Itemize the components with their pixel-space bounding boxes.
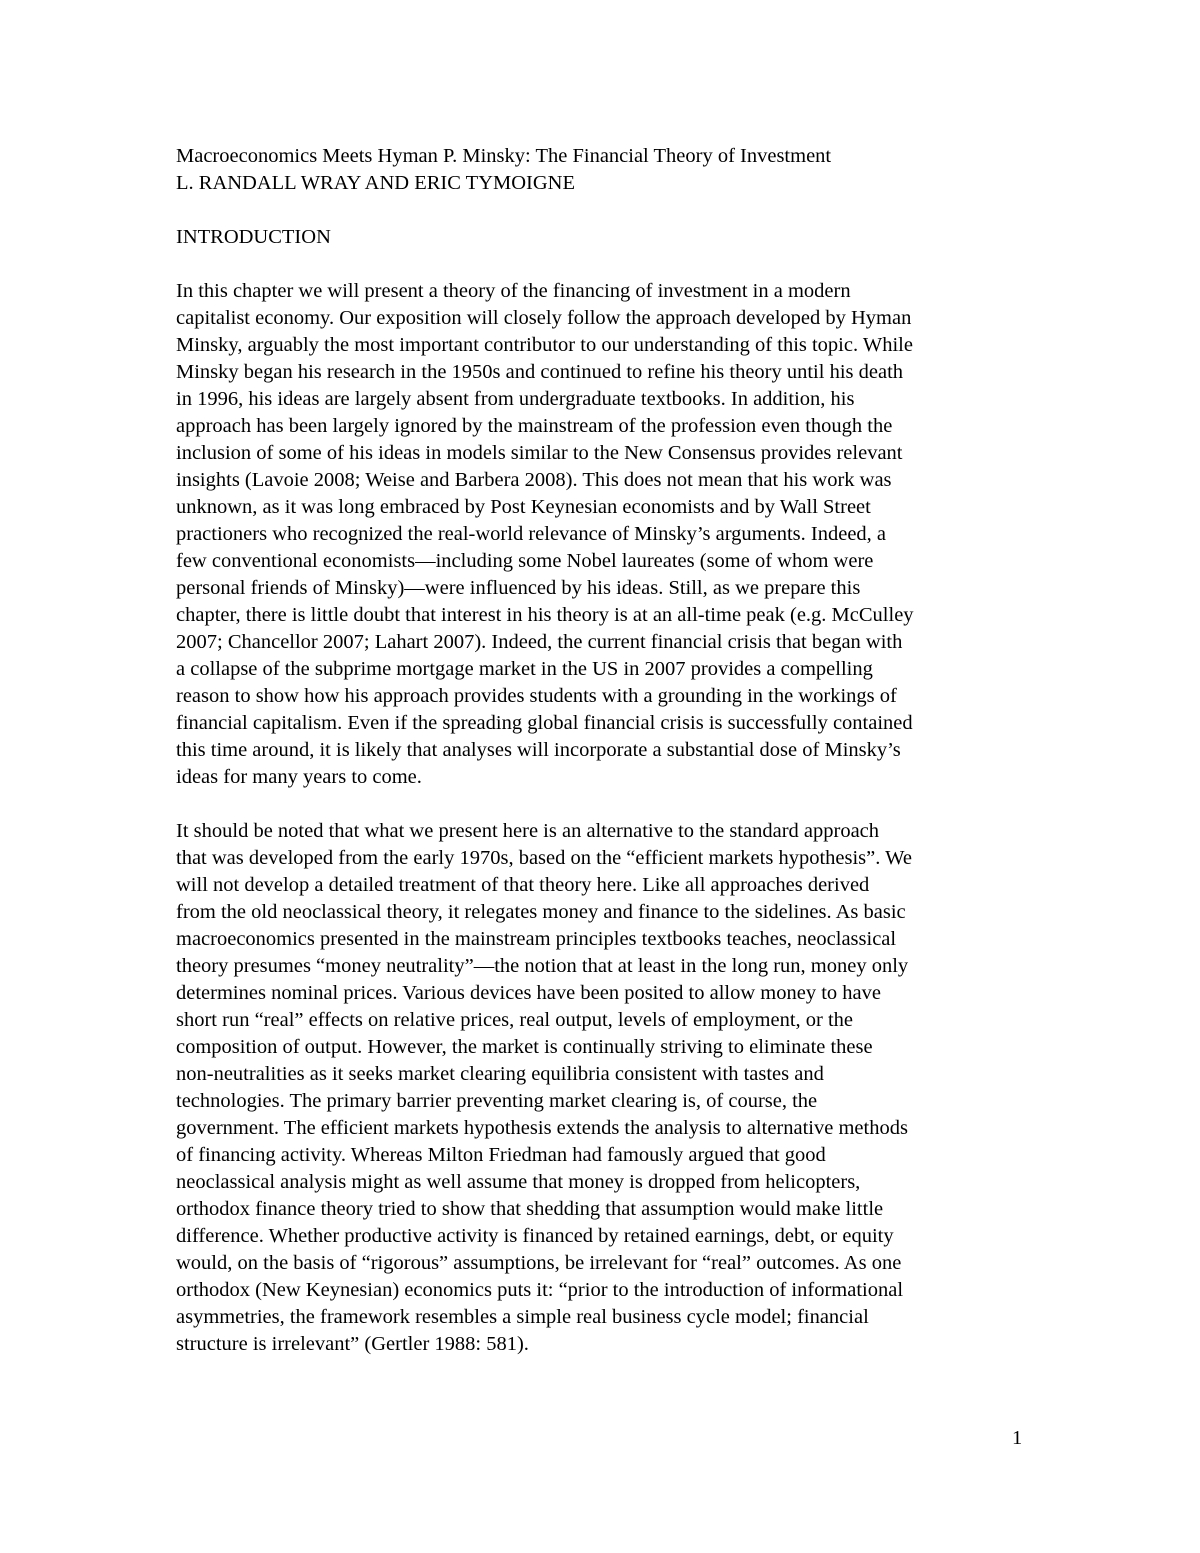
- text-line: short run “real” effects on relative prices, real output, levels of employment, or the: [176, 1009, 854, 1031]
- text-line: unknown, as it was long embraced by Post Keynesian economists and by Wall Street: [176, 496, 871, 518]
- text-line: of financing activity. Whereas Milton Friedman had famously argued that good: [176, 1144, 826, 1166]
- section-heading: INTRODUCTION: [176, 226, 331, 248]
- text-line: in 1996, his ideas are largely absent from undergraduate textbooks. In addition, his: [176, 388, 855, 410]
- spacer: [176, 251, 1031, 278]
- paragraph-2: [176, 818, 1031, 1358]
- text-line: insights (Lavoie 2008; Weise and Barbera 2008). This does not mean that his work was: [176, 469, 892, 491]
- text-line: composition of output. However, the market is continually striving to eliminate these: [176, 1036, 873, 1058]
- paragraph-1: [176, 278, 1031, 791]
- text-line: orthodox (New Keynesian) economics puts it: “prior to the introduction of informational: [176, 1279, 904, 1301]
- document-body: [176, 143, 1031, 1358]
- text-line: macroeconomics presented in the mainstream principles textbooks teaches, neoclassical: [176, 928, 897, 950]
- text-line: approach has been largely ignored by the mainstream of the profession even though the: [176, 415, 893, 437]
- text-line: Minsky began his research in the 1950s and continued to refine his theory until his death: [176, 361, 904, 383]
- text-line: few conventional economists—including some Nobel laureates (some of whom were: [176, 550, 874, 572]
- document-title: Macroeconomics Meets Hyman P. Minsky: The Financial Theory of Investment: [176, 145, 832, 167]
- text-line: asymmetries, the framework resembles a simple real business cycle model; financial: [176, 1306, 869, 1328]
- text-line: would, on the basis of “rigorous” assumptions, be irrelevant for “real” outcomes. As one: [176, 1252, 902, 1274]
- text-line: non-neutralities as it seeks market clearing equilibria consistent with tastes and: [176, 1063, 824, 1085]
- spacer: [176, 197, 1031, 224]
- text-line: this time around, it is likely that analyses will incorporate a substantial dose of Minsky’s: [176, 739, 901, 761]
- text-line: ideas for many years to come.: [176, 766, 422, 788]
- text-line: chapter, there is little doubt that interest in his theory is at an all-time peak (e.g. McCulley: [176, 604, 914, 626]
- text-line: government. The efficient markets hypothesis extends the analysis to alternative methods: [176, 1117, 908, 1139]
- text-line: neoclassical analysis might as well assume that money is dropped from helicopters,: [176, 1171, 861, 1193]
- text-line: difference. Whether productive activity is financed by retained earnings, debt, or equity: [176, 1225, 894, 1247]
- text-line: a collapse of the subprime mortgage market in the US in 2007 provides a compelling: [176, 658, 873, 680]
- text-line: It should be noted that what we present here is an alternative to the standard approach: [176, 820, 880, 842]
- text-line: Minsky, arguably the most important contributor to our understanding of this topic. While: [176, 334, 913, 356]
- text-line: personal friends of Minsky)—were influenced by his ideas. Still, as we prepare this: [176, 577, 861, 599]
- text-line: capitalist economy. Our exposition will closely follow the approach developed by Hyman: [176, 307, 912, 329]
- text-line: technologies. The primary barrier preventing market clearing is, of course, the: [176, 1090, 818, 1112]
- document-authors: L. RANDALL WRAY AND ERIC TYMOIGNE: [176, 172, 575, 194]
- text-line: structure is irrelevant” (Gertler 1988: 581).: [176, 1333, 529, 1355]
- text-line: theory presumes “money neutrality”—the notion that at least in the long run, money only: [176, 955, 909, 977]
- text-line: practioners who recognized the real-world relevance of Minsky’s arguments. Indeed, a: [176, 523, 887, 545]
- text-line: financial capitalism. Even if the spreading global financial crisis is successfully contained: [176, 712, 913, 734]
- text-line: inclusion of some of his ideas in models similar to the New Consensus provides relevant: [176, 442, 903, 464]
- text-line: In this chapter we will present a theory of the financing of investment in a modern: [176, 280, 851, 302]
- text-line: that was developed from the early 1970s, based on the “efficient markets hypothesis”. We: [176, 847, 912, 869]
- text-line: reason to show how his approach provides students with a grounding in the workings of: [176, 685, 897, 707]
- text-line: orthodox finance theory tried to show that shedding that assumption would make little: [176, 1198, 884, 1220]
- text-line: will not develop a detailed treatment of that theory here. Like all approaches derived: [176, 874, 870, 896]
- text-line: from the old neoclassical theory, it relegates money and finance to the sidelines. As basic: [176, 901, 906, 923]
- text-line: determines nominal prices. Various devices have been posited to allow money to have: [176, 982, 881, 1004]
- text-line: 2007; Chancellor 2007; Lahart 2007). Indeed, the current financial crisis that began with: [176, 631, 903, 653]
- spacer: [176, 791, 1031, 818]
- page-number: 1: [1012, 1427, 1023, 1449]
